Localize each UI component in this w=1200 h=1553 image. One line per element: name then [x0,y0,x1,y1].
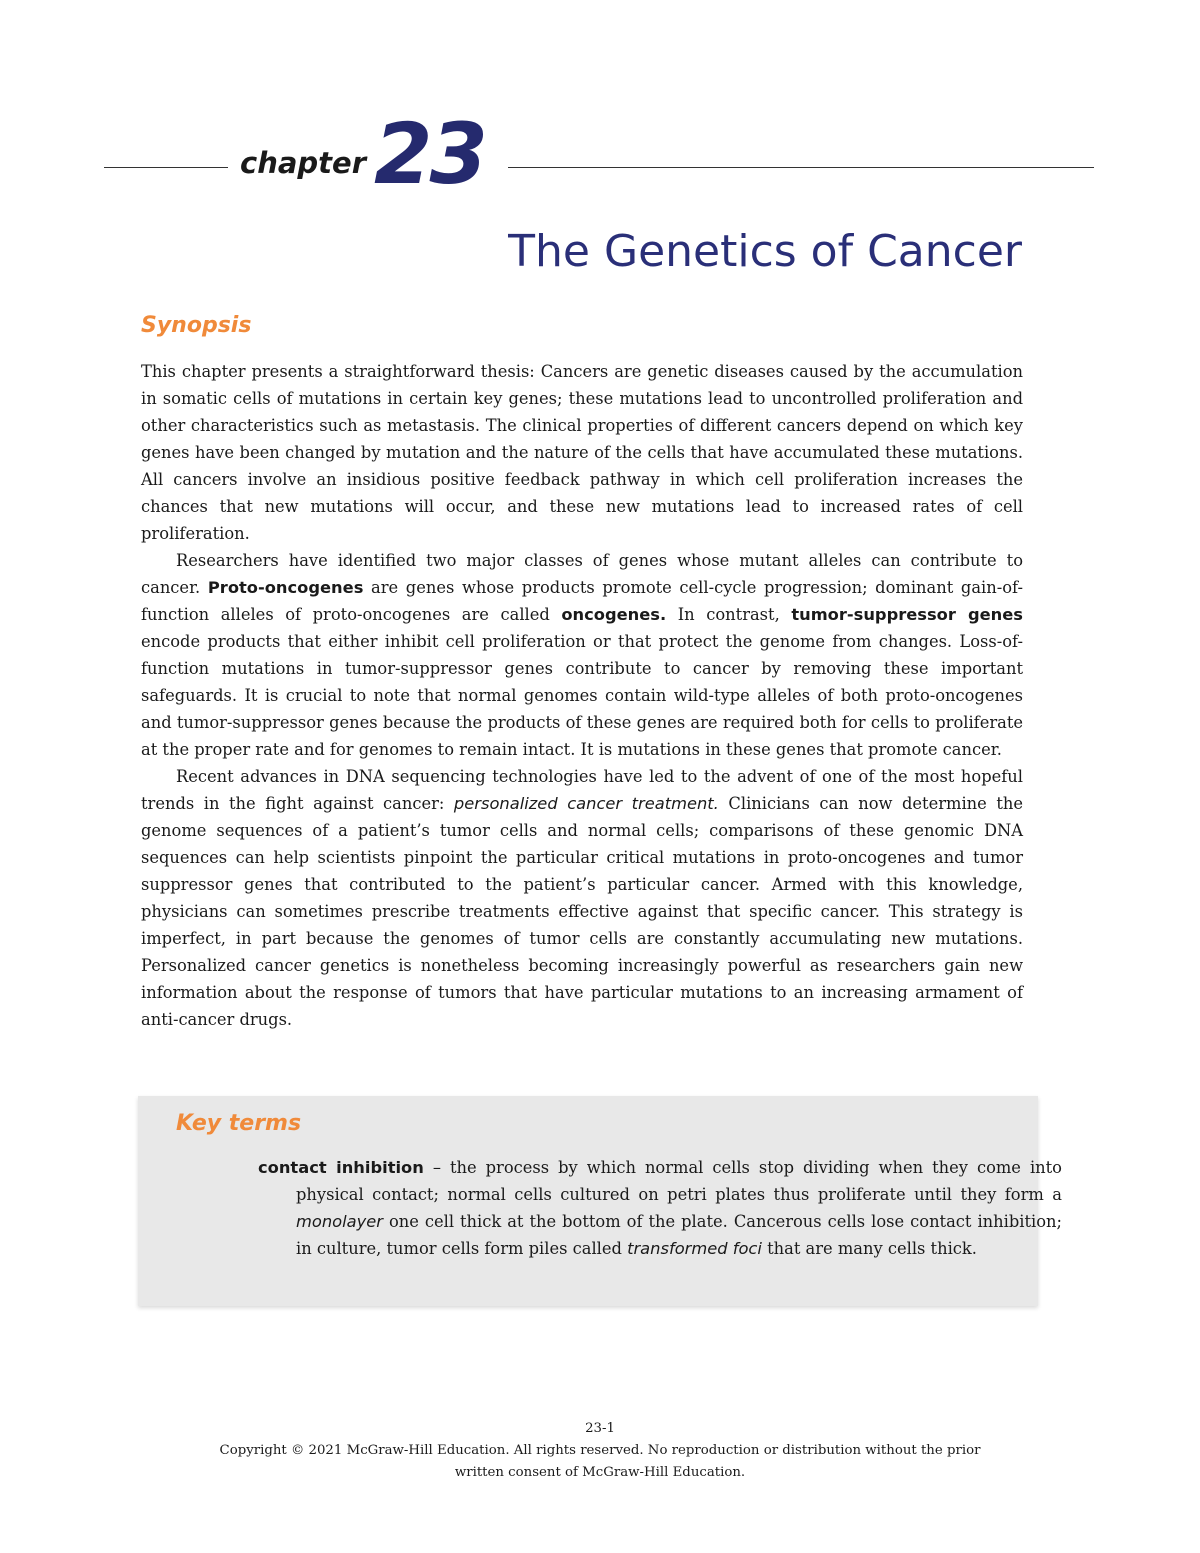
header-rule-right [508,167,1094,168]
chapter-title: The Genetics of Cancer [508,226,1022,277]
p3-text-b: Clinicians can now determine the genome sequences of a patient’s tumor cells and normal cells; comparisons of these genomic DNA sequences can help scientists pinpoint the particular critical mutations in proto-oncogenes and tumor suppressor genes that contributed to the patient’s particular cancer. Armed with this knowledge, physicians can sometimes prescribe treatments effective against that specific cancer. This strategy is imperfect, in part because the genomes of tumor cells are constantly accumulating new mutations. Personalized cancer genetics is nonetheless becoming increasingly powerful as researchers gain new information about the response of tumors that have particular mutations to an increasing armament of anti-cancer drugs. [141,794,1023,1029]
chapter-header [104,105,1094,212]
key-terms-heading: Key terms [176,1111,302,1136]
key-terms-box [138,1096,1062,1306]
chapter-number: 23 [374,105,485,203]
term-proto-oncogenes: Proto-oncogenes [207,578,364,597]
entry-text-a: – the process by which normal cells stop dividing when they come into physical contact; normal cells cultured on petri plates thus proliferate until they form a [296,1158,1062,1204]
p2-text-c: In contrast, [666,605,792,624]
header-rule-left [104,167,228,168]
term-oncogenes: oncogenes. [561,605,667,624]
key-term-transformed-foci: transformed foci [627,1239,762,1258]
copyright-line-2: written consent of McGraw-Hill Education. [454,1465,746,1480]
entry-text-c: that are many cells thick. [761,1239,977,1258]
p2-text-d: encode products that either inhibit cell proliferation or that protect the genome from changes. Loss-of-function mutations in tumor-suppressor genes contribute to cancer by removing these important safeguards. It is crucial to note that normal genomes contain wild-type alleles of both proto-oncogenes and tumor-suppressor genes because the products of these genes are required both for cells to proliferate at the proper rate and for genomes to remain intact. It is mutations in these genes that promote cancer. [141,632,1023,759]
copyright-line-1: Copyright © 2021 McGraw-Hill Education. All rights reserved. No reproduction or distribution without the prior [219,1443,981,1458]
term-personalized-cancer-treatment: personalized cancer treatment. [453,794,719,813]
synopsis-body [141,358,1023,1033]
p3-text-a: Recent advances in DNA sequencing technologies have led to the advent of one of the most hopeful trends in the fight against cancer: [141,767,1023,813]
copyright-notice [0,1440,1200,1484]
key-term-contact-inhibition: contact inhibition [258,1158,424,1177]
entry-text-b: one cell thick at the bottom of the plate. Cancerous cells lose contact inhibition; in culture, tumor cells form piles called [296,1212,1062,1258]
page-number: 23-1 [585,1421,615,1436]
key-term-monolayer: monolayer [296,1212,383,1231]
p2-text-a: Researchers have identified two major classes of genes whose mutant alleles can contribute to cancer. [141,551,1023,597]
term-tumor-suppressor-genes: tumor-suppressor genes [791,605,1023,624]
synopsis-paragraph-3 [141,763,1023,1033]
key-term-entry [258,1154,1062,1262]
synopsis-heading: Synopsis [141,313,252,338]
chapter-label: chapter [240,146,366,180]
p2-text-b: are genes whose products promote cell-cycle progression; dominant gain-of-function alleles of proto-oncogenes are called [141,578,1023,624]
synopsis-paragraph-1: This chapter presents a straightforward thesis: Cancers are genetic diseases caused by the accumulation in somatic cells of mutations in certain key genes; these mutations lead to uncontrolled proliferation and other characteristics such as metastasis. The clinical properties of different cancers depend on which key genes have been changed by mutation and the nature of the cells that have accumulated these mutations. All cancers involve an insidious positive feedback pathway in which cell proliferation increases the chances that new mutations will occur, and these new mutations lead to increased rates of cell proliferation. [141,362,1023,543]
synopsis-paragraph-2 [141,547,1023,763]
